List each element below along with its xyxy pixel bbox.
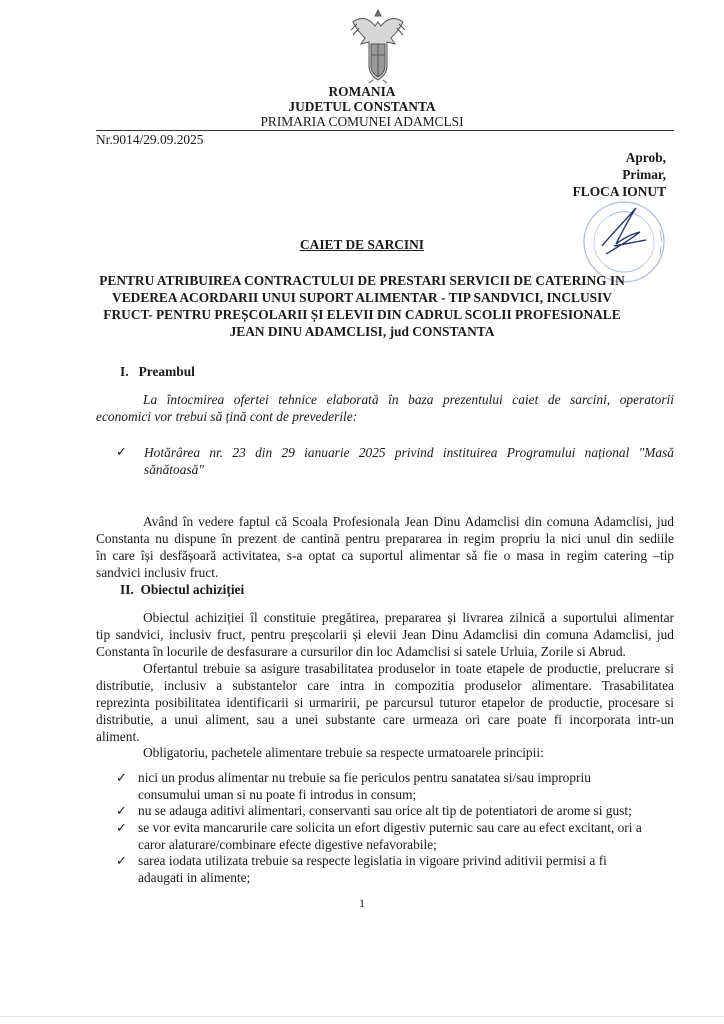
list-item-line-2: consumului uman si nu poate fi introdus in consum;: [138, 786, 417, 802]
coat-of-arms-icon: [347, 8, 409, 84]
subtitle-line-3: FRUCT- PENTRU PREȘCOLARII ȘI ELEVII DIN CADRUL SCOLII PROFESIONALE: [103, 307, 621, 322]
bullet-text: [144, 444, 674, 478]
p2-line-2: distributie, inclusiv a substantelor care intra in compozitia produselor alimentare. Trasabilitatea: [96, 678, 674, 693]
check-mark-icon: ✓: [116, 444, 127, 459]
section-2-heading: II. Obiectul achiziției: [120, 582, 245, 597]
p1-line-1: Obiectul achiziției îl constituie pregătirea, prepararea și livrarea zilnică a suportului alimentar: [143, 610, 674, 625]
section-2-paragraph-1: [96, 609, 674, 660]
list-item-line-2: caror alaturare/combinare efecte digestive nefavorabile;: [138, 836, 437, 852]
check-mark-icon: ✓: [116, 803, 127, 818]
list-item-line-1: nici un produs alimentar nu trebuie sa fie periculos pentru sanatatea si/sau impropriu: [138, 770, 591, 785]
header-divider: [96, 130, 674, 131]
p2-line-1: Ofertantul trebuie sa asigure trasabilitatea produselor in toate etapele de productie, prelucrare si: [143, 661, 674, 676]
section-1-intro: [96, 391, 674, 425]
intro-line-1: La întocmirea ofertei tehnice elaborată în baza prezentului caiet de sarcini, operatorii: [143, 392, 674, 407]
section-2-paragraph-3: Obligatoriu, pachetele alimentare trebuie sa respecte urmatoarele principii:: [143, 745, 544, 760]
para-line-4: sandvici inclusiv fruct.: [96, 565, 219, 580]
approval-line-3: FLOCA IONUT: [572, 184, 666, 199]
intro-line-2: economici vor trebui să țină cont de prevederile:: [96, 409, 358, 424]
para-line-2: Constanta nu dispune în prezent de cantină pentru prepararea in regim propriu la nici unul din sediile: [96, 531, 674, 546]
subtitle-line-4: JEAN DINU ADAMCLISI, jud CONSTANTA: [229, 324, 495, 339]
p2-line-3: reprezinta posibilitatea identificarii si urmaririi, pe parcursul tuturor etapelor de productie, procesare si: [96, 695, 674, 710]
section-1-bullet: [96, 444, 674, 478]
check-mark-icon: ✓: [116, 770, 127, 785]
list-item: [96, 803, 674, 820]
section-1-paragraph: [96, 513, 674, 581]
list-item: [96, 820, 674, 853]
para-line-1: Având în vedere faptul că Scoala Profesionala Jean Dinu Adamclisi din comuna Adamclisi, jud: [143, 514, 674, 529]
list-item-line-1: nu se adauga aditivi alimentari, conservanti sau orice alt tip de potentiatori de arome si gust;: [138, 803, 632, 818]
subtitle-line-2: VEDEREA ACORDARII UNUI SUPORT ALIMENTAR - TIP SANDVICI, INCLUSIV: [112, 290, 612, 305]
p2-line-4: distributie, a unui aliment, sau a unei substante care urmeaza ori care poate fi incorporata intr-un: [96, 712, 674, 727]
check-mark-icon: ✓: [116, 820, 127, 835]
list-item-line-2: adaugati in alimente;: [138, 869, 251, 885]
bullet-line-1: Hotărârea nr. 23 din 29 ianuarie 2025 privind instituirea Programului național "Masă: [144, 445, 674, 460]
list-item-line-1: se vor evita mancarurile care solicita un efort digestiv puternic sau care au efect excitant, ori a: [138, 820, 642, 835]
list-item: [96, 770, 674, 803]
check-mark-icon: ✓: [116, 853, 127, 868]
list-item: [96, 853, 674, 886]
section-1-heading: I. Preambul: [120, 364, 195, 379]
section-2-paragraph-2: [96, 660, 674, 745]
document-subtitle: [0, 272, 724, 340]
p1-line-2: tip sandvici, inclusiv fruct, pentru preșcolarii și elevii Jean Dinu Adamclisi din comuna Adamclisi, jud: [96, 627, 674, 642]
p2-line-5: aliment.: [96, 729, 140, 744]
header-country: ROMANIA: [328, 84, 396, 99]
list-item-line-1: sarea iodata utilizata trebuie sa respecte legislatia in vigoare privind aditivii permisi a fi: [138, 853, 607, 868]
document-title: CAIET DE SARCINI: [299, 237, 425, 252]
page-number: 1: [359, 896, 365, 910]
bullet-line-2: sănătoasă": [144, 462, 204, 477]
approval-line-2: Primar,: [622, 167, 666, 182]
subtitle-line-1: PENTRU ATRIBUIREA CONTRACTULUI DE PRESTARI SERVICII DE CATERING IN: [99, 273, 625, 288]
scan-edge: [0, 1016, 724, 1017]
header-institution: PRIMARIA COMUNEI ADAMCLSI: [260, 114, 464, 129]
registration-number: Nr.9014/29.09.2025: [96, 132, 204, 147]
p1-line-3: Constanta în locurile de desfasurare a cursurilor din loc Adamclisi si satele Urluia, Zorile si Abrud.: [96, 644, 626, 659]
header-county: JUDETUL CONSTANTA: [288, 99, 436, 114]
para-line-3: în care își desfășoară activitatea, s-a optat ca suportul alimentar să fie o masa in regim catering –tip: [96, 548, 674, 563]
approval-line-1: Aprob,: [625, 150, 666, 165]
